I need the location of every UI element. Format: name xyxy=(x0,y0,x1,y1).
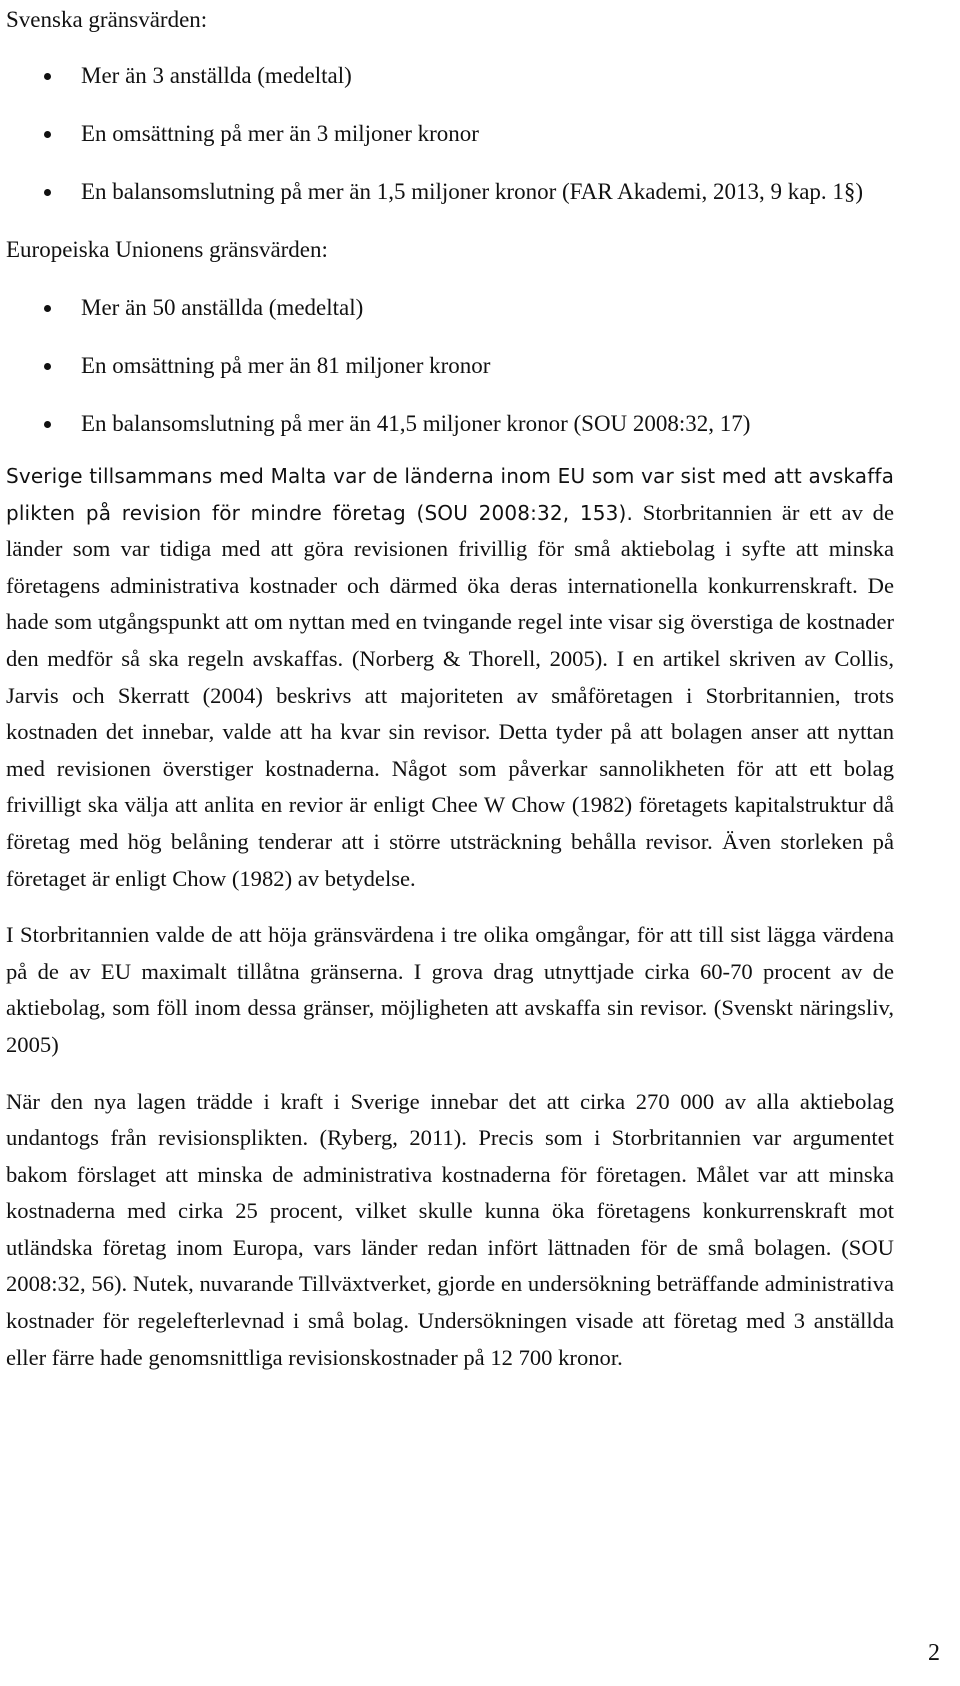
list-item: Mer än 50 anställda (medeltal) xyxy=(6,290,894,326)
swedish-thresholds-list xyxy=(6,58,894,210)
bullet-icon xyxy=(44,189,51,196)
list-item: En omsättning på mer än 3 miljoner kronor xyxy=(6,116,894,152)
list-item: Mer än 3 anställda (medeltal) xyxy=(6,58,894,94)
swedish-thresholds-heading: Svenska gränsvärden: xyxy=(6,7,208,32)
paragraph-sentence: Sverige tillsammans med Malta var de länderna inom EU som var sist med att avskaffa plikten på revision för mindre företag (SOU 2008:32, 153). xyxy=(6,464,894,525)
eu-thresholds-list xyxy=(6,290,894,442)
body-paragraph: När den nya lagen trädde i kraft i Sverige innebar det att cirka 270 000 av alla aktiebolag undantogs från revisionsplikten. (Ryberg, 2011). Precis som i Storbritannien var argumentet bakom förslaget att minska de administrativa kostnaderna för företagen. Målet var att minska kostnaderna med cirka 25 procent, vilket skulle kunna öka företagens konkurrenskraft mot utländska företag inom Europa, vars länder redan infört lättnaden för de små bolagen. (SOU 2008:32, 56). Nutek, nuvarande Tillväxtverket, gjorde en undersökning beträffande administrativa kostnader för regelefterlevnad i små bolag. Undersökningen visade att företag med 3 anställda eller färre hade genomsnittliga revisionskostnader på 12 700 kronor. xyxy=(6,1088,894,1370)
page-number: 2 xyxy=(928,1640,940,1666)
list-item: En balansomslutning på mer än 41,5 miljoner kronor (SOU 2008:32, 17) xyxy=(6,406,894,442)
bullet-icon xyxy=(44,305,51,312)
list-item: En balansomslutning på mer än 1,5 miljoner kronor (FAR Akademi, 2013, 9 kap. 1§) xyxy=(6,174,894,210)
bullet-icon xyxy=(44,73,51,80)
body-paragraph xyxy=(6,458,894,897)
bullet-icon xyxy=(44,421,51,428)
bullet-icon xyxy=(44,363,51,370)
document-page xyxy=(6,0,894,1376)
bullet-icon xyxy=(44,131,51,138)
body-paragraph: I Storbritannien valde de att höja gränsvärdena i tre olika omgångar, för att till sist lägga värdena på de av EU maximalt tillåtna gränserna. I grova drag utnyttjade cirka 60-70 procent av de aktiebolag, som föll inom dessa gränser, möjligheten att avskaffa sin revisor. (Svenskt näringsliv, 2005) xyxy=(6,922,894,1057)
paragraph-text: Storbritannien är ett av de länder som var tidiga med att göra revisionen frivillig för små aktiebolag i syfte att minska företagens administrativa kostnader och därmed öka deras internationella konkurrenskraft. De hade som utgångspunkt att om nyttan med en tvingande regel inte visar sig överstiga de kostnader den medför så ska regeln avskaffas. (Norberg & Thorell, 2005). I en artikel skriven av Collis, Jarvis och Skerratt (2004) beskrivs att majoriteten av småföretagen i Storbritannien, trots kostnaden det innebar, valde att ha kvar sin revisor. Detta tyder på att bolagen anser att nyttan med revisionen överstiger kostnaderna. Något som påverkar sannolikheten för att ett bolag frivilligt ska välja att anlita en revior är enligt Chee W Chow (1982) företagets kapitalstruktur då företag med hög belåning tenderar att i större utsträckning behålla revisor. Även storleken på företaget är enligt Chow (1982) av betydelse. xyxy=(6,499,894,891)
list-item: En omsättning på mer än 81 miljoner kronor xyxy=(6,348,894,384)
eu-thresholds-heading: Europeiska Unionens gränsvärden: xyxy=(6,237,328,262)
